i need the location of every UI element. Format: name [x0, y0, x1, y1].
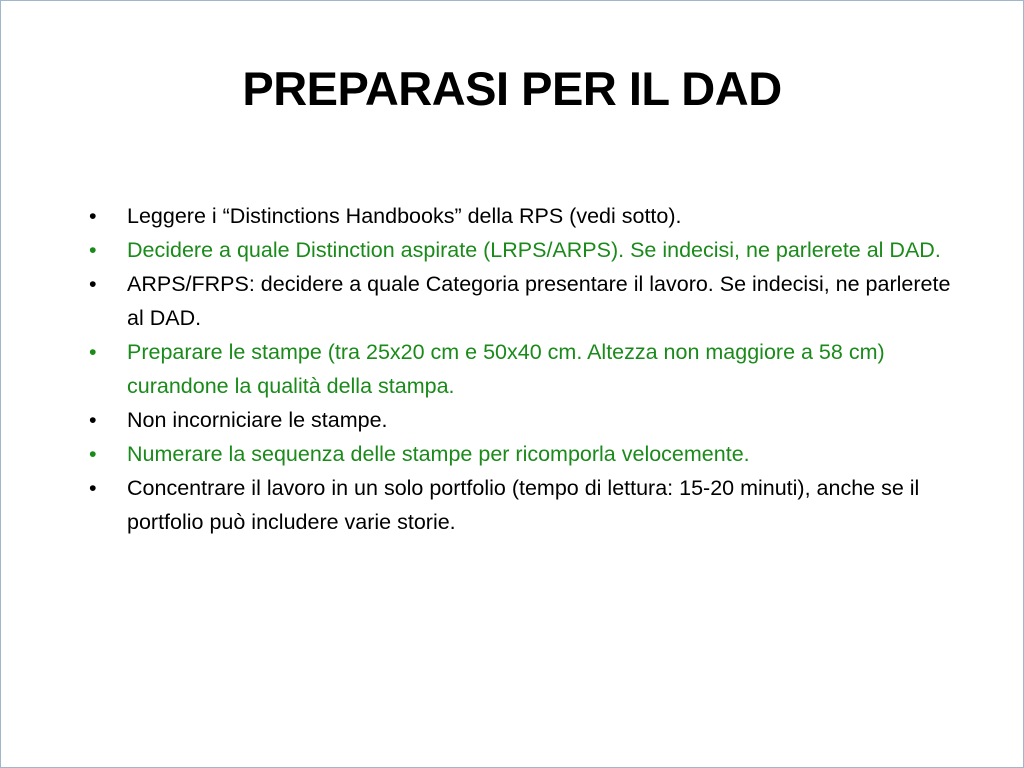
bullet-icon: • — [89, 408, 97, 432]
bullet-icon: • — [89, 476, 97, 500]
bullet-item-5 — [89, 403, 959, 437]
bullet-icon: • — [89, 442, 97, 466]
bullet-text-6: Numerare la sequenza delle stampe per ricomporla velocemente. — [127, 442, 750, 466]
bullet-icon: • — [89, 340, 97, 364]
bullet-text-5: Non incorniciare le stampe. — [127, 408, 388, 432]
slide-title: PREPARASI PER IL DAD — [242, 62, 782, 115]
bullet-text-2: Decidere a quale Distinction aspirate (LRPS/ARPS). Se indecisi, ne parlerete al DAD. — [127, 238, 941, 262]
bullet-text-7: Concentrare il lavoro in un solo portfolio (tempo di lettura: 15-20 minuti), anche se il portfolio può includere varie storie. — [127, 476, 920, 534]
bullet-text-3: ARPS/FRPS: decidere a quale Categoria presentare il lavoro. Se indecisi, ne parlerete al DAD. — [127, 272, 951, 330]
bullet-list — [89, 199, 959, 539]
bullet-item-4 — [89, 335, 959, 403]
bullet-item-2 — [89, 233, 959, 267]
bullet-icon: • — [89, 272, 97, 296]
bullet-item-6 — [89, 437, 959, 471]
bullet-icon: • — [89, 204, 97, 228]
bullet-text-4: Preparare le stampe (tra 25x20 cm e 50x40 cm. Altezza non maggiore a 58 cm) curandone la qualità della stampa. — [127, 340, 885, 398]
bullet-item-3 — [89, 267, 959, 335]
bullet-item-1 — [89, 199, 959, 233]
bullet-text-1: Leggere i “Distinctions Handbooks” della RPS (vedi sotto). — [127, 204, 682, 228]
bullet-item-7 — [89, 471, 959, 539]
bullet-icon: • — [89, 238, 97, 262]
